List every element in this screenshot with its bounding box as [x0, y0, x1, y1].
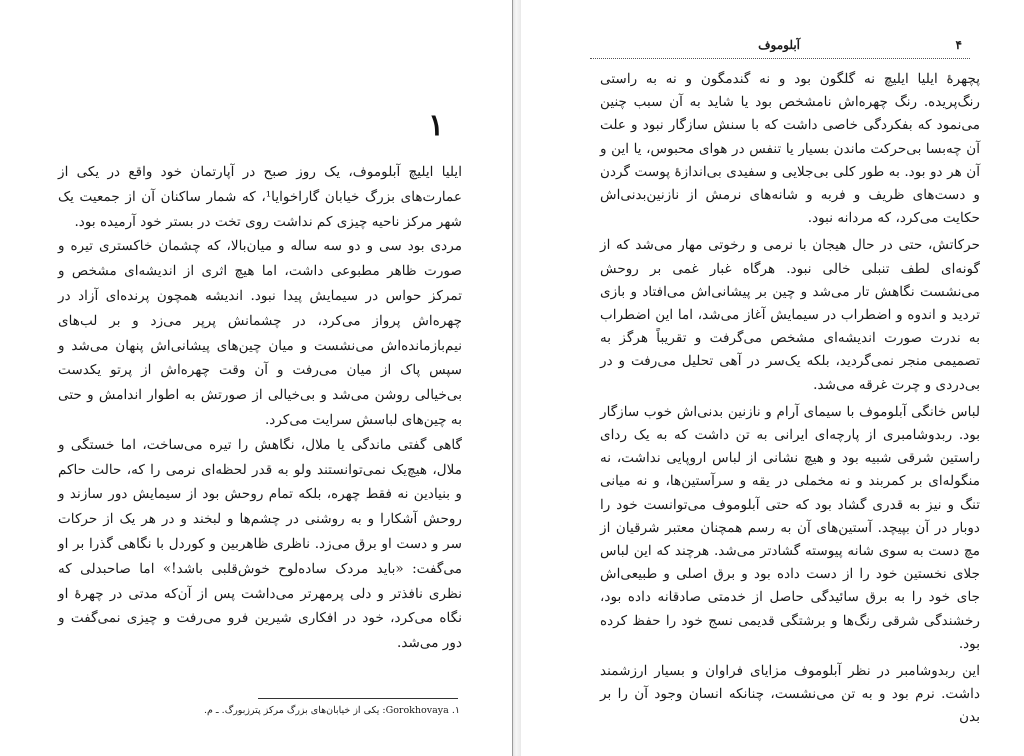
- paragraph: مردی بود سی و دو سه ساله و میان‌بالا، که چشمان خاکستری تیره و صورت ظاهر مطبوعی داشت، اما هیچ اثری از اندیشه‌ای مشخص و تمرکز حواس در سیمایش پیدا نبود. اندیشه همچون پرنده‌ای آزاد در چهره‌اش پرواز می‌کرد، در چشمانش پرپر می‌زد و بر لب‌های نیم‌بازمانده‌اش می‌نشست و میان چین‌های پیشانی‌اش پنهان می‌شد و سپس پاک از میان می‌رفت و آن وقت چهره‌اش از پرتو یکدست بی‌خیالی روشن می‌شد و بی‌خیالی از صورتش به اطوار اندامش و حتی به چین‌های لباسش سرایت می‌کرد.: [58, 238, 462, 428]
- paragraph: ایلیا ایلیچ آبلوموف، یک روز صبح در آپارتمان خود واقع در یکی از عمارت‌های بزرگ خیابان گاراخوایا¹، که شمار ساکنان آن از جمعیت یک شهر مرکز ناحیه چیزی کم نداشت روی تخت در بستر خود آرمیده بود.: [58, 164, 462, 230]
- right-page: [520, 0, 1024, 756]
- chapter-number: ۱: [427, 108, 445, 143]
- paragraph: لباس خانگی آبلوموف با سیمای آرام و نازنین بدنی‌اش خوب سازگار بود. ربدوشامبری از پارچه‌ای ایرانی به تن داشت که به یک ردای راستین شرقی شبیه بود و هیچ نشانی از لباس اروپایی نداشت، نه منگوله‌ای بر کمربند و نه مخملی در یقه و سرآستین‌ها، و نه میانی تنگ و نیز به قدری گشاد بود که حتی آبلوموف می‌توانست خود را دوبار در آن بپیچد. آستین‌های آن به رسم همچنان معتبر شرقیان از مچ دست به سوی شانه پیوسته گشادتر می‌شد. هرچند که این لباس جلای نخستین خود را از دست داده بود و برق اصلی و طبیعی‌اش جای خود را به برق سائیدگی حاصل از خدمتی صادقانه داده بود، رخشندگی شرقی رنگ‌ها و برشتگی قدیمی نسج خود را حفظ کرده بود.: [600, 403, 980, 652]
- paragraph: این ربدوشامبر در نظر آبلوموف مزایای فراوان و بسیار ارزشمند داشت. نرم بود و به تن می‌نشست، چنانکه انسان وجود آن را بر بدن: [600, 663, 980, 726]
- left-page-body: [58, 160, 462, 656]
- header-divider: [590, 58, 970, 59]
- paragraph: حرکاتش، حتی در حال هیجان با نرمی و رخوتی مهار می‌شد که از گونه‌ای لطف تنبلی خالی نبود. هرگاه غبار غمی بر روحش می‌نشست نگاهش تار می‌شد و چین بر پیشانی‌اش می‌افتاد و بازی تردید و اندوه و اضطراب در سیمایش آغاز می‌شد، اما این اضطراب به ندرت صورت اندیشه‌ای مشخص می‌گرفت و تقریباً هرگز به تصمیمی منجر نمی‌گردید، بلکه یک‌سر در آهی تحلیل می‌رفت و در بی‌دردی و چرت غرقه می‌شد.: [600, 237, 980, 393]
- running-head: [590, 36, 970, 58]
- paragraph: پچهرهٔ ایلیا ایلیچ نه گلگون بود و نه گندمگون و نه به راستی رنگ‌پریده. رنگ چهره‌اش نامشخص بود یا شاید به آن سبب چنین می‌نمود که بفکردگی خاصی داشت که با سنش سازگار نبود و علت آن چه‌بسا بی‌حرکت ماندن بسیار یا تنفس در هوای محبوس، یا این و آن هر دو بود. به طور کلی بی‌جلایی و سفیدی بی‌اندازهٔ پوست گردن و دست‌های ظریف و فربه و شانه‌های نرمش از نازنین‌بدنی‌اش حکایت می‌کرد، که مردانه نبود.: [600, 71, 980, 227]
- paragraph: گاهی گفتی ماندگی یا ملال، نگاهش را تیره می‌ساخت، اما خستگی و ملال، هیچ‌یک نمی‌توانستند ولو به قدر لحظه‌ای نرمی را که، حالت حاکم و بنیادین نه فقط چهره، بلکه تمام روحش بود از سیمایش دور سازند و روحش آشکارا و به روشنی در چشم‌ها و لبخند و در هر یک از حرکات سر و دست او برق می‌زد. ناظری ظاهربین و کوردل با نگاهی گذرا بر او می‌گفت: «باید مردک ساده‌لوح خوش‌قلبی باشد!» اما صاحبدلی که نظری نافذتر و دلی پرمهرتر می‌داشت پس از آن‌که مدتی در چهرهٔ او نگاه می‌کرد، خود در افکاری شیرین فرو می‌رفت و چیزی نمی‌گفت و دور می‌شد.: [58, 436, 462, 652]
- right-page-body: [600, 68, 980, 730]
- running-head-title: آبلوموف: [758, 38, 800, 52]
- footnote-divider: [258, 698, 458, 699]
- page-number: ۴: [955, 38, 962, 52]
- footnote: ۱. Gorokhovaya: یکی از خیابان‌های بزرگ مرکز پترزبورگ. ـ م.: [203, 705, 460, 716]
